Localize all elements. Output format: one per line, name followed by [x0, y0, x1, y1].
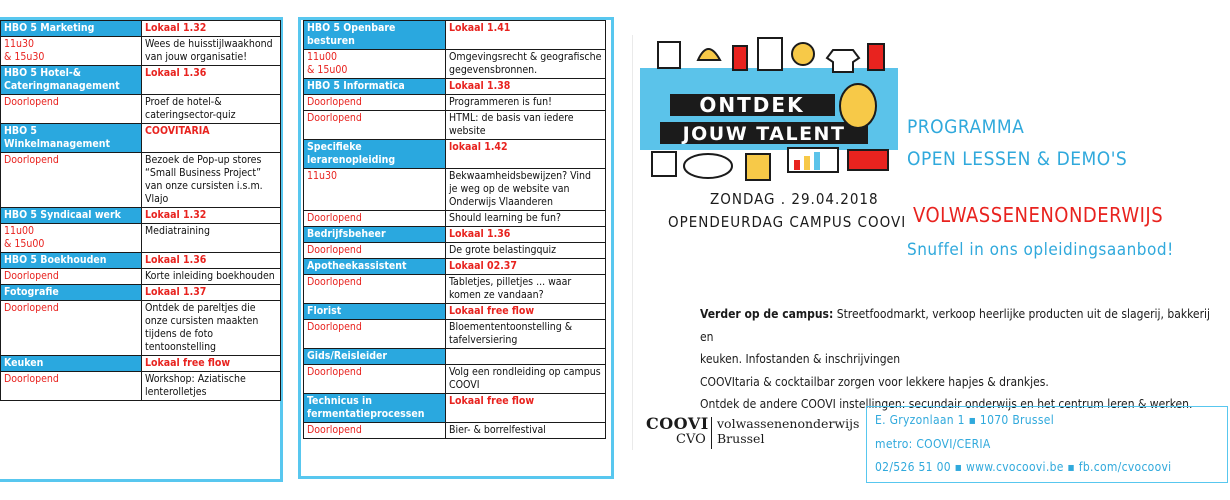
- course-header-row: [1, 124, 281, 153]
- session-description: Tabletjes, pilletjes ... waar komen ze vandaan?: [446, 275, 606, 304]
- logo-volwassenenonderwijs: volwassenenonderwijs: [717, 416, 860, 431]
- session-time: Doorlopend: [304, 275, 446, 304]
- session-description: Omgevingsrecht & geografische gegevensbronnen.: [446, 50, 606, 79]
- session-row: [304, 275, 606, 304]
- session-time: Doorlopend: [1, 301, 142, 356]
- course-name: HBO 5 Boekhouden: [1, 253, 142, 269]
- event-date: ZONDAG . 29.04.2018: [710, 190, 879, 208]
- column-divider: [632, 35, 633, 450]
- course-name: HBO 5 Marketing: [1, 21, 142, 37]
- heading-volwassenenonderwijs: VOLWASSENENONDERWIJS: [913, 203, 1164, 227]
- session-description: Mediatraining: [142, 224, 281, 253]
- session-row: [304, 211, 606, 227]
- room-label: Lokaal 1.37: [142, 285, 281, 301]
- course-header-row: [304, 79, 606, 95]
- room-label: Lokaal free flow: [446, 394, 606, 423]
- session-row: [304, 320, 606, 349]
- room-label: Lokaal 1.32: [142, 21, 281, 37]
- session-description: Programmeren is fun!: [446, 95, 606, 111]
- session-time: Doorlopend: [304, 365, 446, 394]
- logo-brussel: Brussel: [717, 431, 765, 446]
- course-header-row: [1, 356, 281, 372]
- course-header-row: [1, 285, 281, 301]
- session-row: [304, 365, 606, 394]
- room-label: Lokaal 1.38: [446, 79, 606, 95]
- address-line1: E. Gryzonlaan 1 ▪ 1070 Brussel: [875, 413, 1054, 427]
- course-name: Keuken: [1, 356, 142, 372]
- address-line3: 02/526 51 00 ▪ www.cvocoovi.be ▪ fb.com/cvocoovi: [875, 460, 1172, 474]
- course-header-row: [1, 253, 281, 269]
- logo-separator: [711, 417, 712, 449]
- session-time: 11u00 & 15u00: [304, 50, 446, 79]
- course-name: Florist: [304, 304, 446, 320]
- session-description: Bloemententoonstelling & tafelversiering: [446, 320, 606, 349]
- heading-snuffel: Snuffel in ons opleidingsaanbod!: [907, 240, 1174, 260]
- course-header-row: [304, 259, 606, 275]
- course-header-row: [304, 140, 606, 169]
- room-label: Lokaal 02.37: [446, 259, 606, 275]
- ontdek-jouw-talent-illustration: [638, 30, 900, 190]
- session-time: Doorlopend: [304, 211, 446, 227]
- course-name: HBO 5 Syndicaal werk: [1, 208, 142, 224]
- address-line2: metro: COOVI/CERIA: [875, 437, 991, 451]
- session-row: [1, 301, 281, 356]
- session-row: [304, 111, 606, 140]
- course-name: HBO 5 Informatica: [304, 79, 446, 95]
- room-label: Lokaal 1.36: [446, 227, 606, 243]
- banner-line1: ONTDEK: [699, 93, 805, 117]
- course-header-row: [304, 227, 606, 243]
- course-header-row: [1, 21, 281, 37]
- session-description: Workshop: Aziatische lenterolletjes: [142, 372, 281, 401]
- session-row: [304, 50, 606, 79]
- room-label: Lokaal free flow: [446, 304, 606, 320]
- session-time: Doorlopend: [304, 320, 446, 349]
- course-name: HBO 5 Hotel-& Cateringmanagement: [1, 66, 142, 95]
- program-table-right: [303, 20, 606, 439]
- room-label: Lokaal 1.32: [142, 208, 281, 224]
- session-time: 11u30 & 15u30: [1, 37, 142, 66]
- info-line4: Ontdek de andere COOVI instellingen: secundair onderwijs en het centrum leren & werken.: [700, 397, 1193, 411]
- course-name: Technicus in fermentatieprocessen: [304, 394, 446, 423]
- logo-coovi: COOVI: [646, 414, 709, 433]
- course-header-row: [1, 66, 281, 95]
- room-label: Lokaal 1.36: [142, 66, 281, 95]
- session-row: [304, 95, 606, 111]
- session-time: 11u30: [304, 169, 446, 211]
- info-bold: Verder op de campus:: [700, 307, 834, 321]
- room-label: Lokaal 1.41: [446, 21, 606, 50]
- session-description: Bier- & borrelfestival: [446, 423, 606, 439]
- session-time: Doorlopend: [1, 153, 142, 208]
- course-name: Bedrijfsbeheer: [304, 227, 446, 243]
- info-line1: Streetfoodmarkt, verkoop heerlijke producten uit de slagerij, bakkerij en: [700, 307, 1211, 344]
- campus-info: [700, 303, 1220, 416]
- course-name: Specifieke lerarenopleiding: [304, 140, 446, 169]
- session-row: [1, 153, 281, 208]
- course-header-row: [304, 304, 606, 320]
- session-description: De grote belastingquiz: [446, 243, 606, 259]
- course-header-row: [304, 21, 606, 50]
- course-name: HBO 5 Openbare besturen: [304, 21, 446, 50]
- room-label: lokaal 1.42: [446, 140, 606, 169]
- session-description: Korte inleiding boekhouden: [142, 269, 281, 285]
- course-name: Fotografie: [1, 285, 142, 301]
- session-row: [304, 169, 606, 211]
- session-time: Doorlopend: [1, 269, 142, 285]
- session-description: Wees de huisstijlwaakhond van jouw organisatie!: [142, 37, 281, 66]
- session-description: Should learning be fun?: [446, 211, 606, 227]
- session-time: Doorlopend: [1, 372, 142, 401]
- session-time: Doorlopend: [304, 95, 446, 111]
- session-time: Doorlopend: [304, 423, 446, 439]
- session-time: Doorlopend: [304, 243, 446, 259]
- course-name: HBO 5 Winkelmanagement: [1, 124, 142, 153]
- course-header-row: [304, 349, 606, 365]
- logo-cvo: CVO: [676, 432, 706, 447]
- course-name: Apotheekassistent: [304, 259, 446, 275]
- course-name: Gids/Reisleider: [304, 349, 446, 365]
- session-time: 11u00 & 15u00: [1, 224, 142, 253]
- session-row: [1, 224, 281, 253]
- room-label: Lokaal 1.36: [142, 253, 281, 269]
- session-time: Doorlopend: [1, 95, 142, 124]
- heading-open-lessen: OPEN LESSEN & DEMO'S: [907, 148, 1128, 170]
- session-description: Bezoek de Pop-up stores “Small Business Project” van onze cursisten i.s.m. Vlajo: [142, 153, 281, 208]
- session-row: [1, 37, 281, 66]
- event-campus: OPENDEURDAG CAMPUS COOVI: [668, 213, 907, 231]
- session-description: Volg een rondleiding op campus COOVI: [446, 365, 606, 394]
- room-label: Lokaal free flow: [142, 356, 281, 372]
- course-header-row: [1, 208, 281, 224]
- session-row: [1, 372, 281, 401]
- session-row: [1, 269, 281, 285]
- session-description: Proef de hotel-& cateringsector-quiz: [142, 95, 281, 124]
- session-row: [304, 243, 606, 259]
- session-time: Doorlopend: [304, 111, 446, 140]
- session-description: Bekwaamheidsbewijzen? Vind je weg op de website van Onderwijs Vlaanderen: [446, 169, 606, 211]
- session-row: [1, 95, 281, 124]
- program-table-left: [0, 20, 281, 401]
- banner-line2: JOUW TALENT: [682, 123, 846, 145]
- heading-programma: PROGRAMMA: [907, 116, 1025, 138]
- session-description: HTML: de basis van iedere website: [446, 111, 606, 140]
- coovi-logo: [646, 414, 861, 454]
- course-header-row: [304, 394, 606, 423]
- room-label: COOVITARIA: [142, 124, 281, 153]
- info-line2: keuken. Infostanden & inschrijvingen: [700, 352, 901, 366]
- session-row: [304, 423, 606, 439]
- info-line3: COOVItaria & cocktailbar zorgen voor lekkere hapjes & drankjes.: [700, 374, 1049, 389]
- session-description: Ontdek de pareltjes die onze cursisten maakten tijdens de foto tentoonstelling: [142, 301, 281, 356]
- room-label: [446, 349, 606, 365]
